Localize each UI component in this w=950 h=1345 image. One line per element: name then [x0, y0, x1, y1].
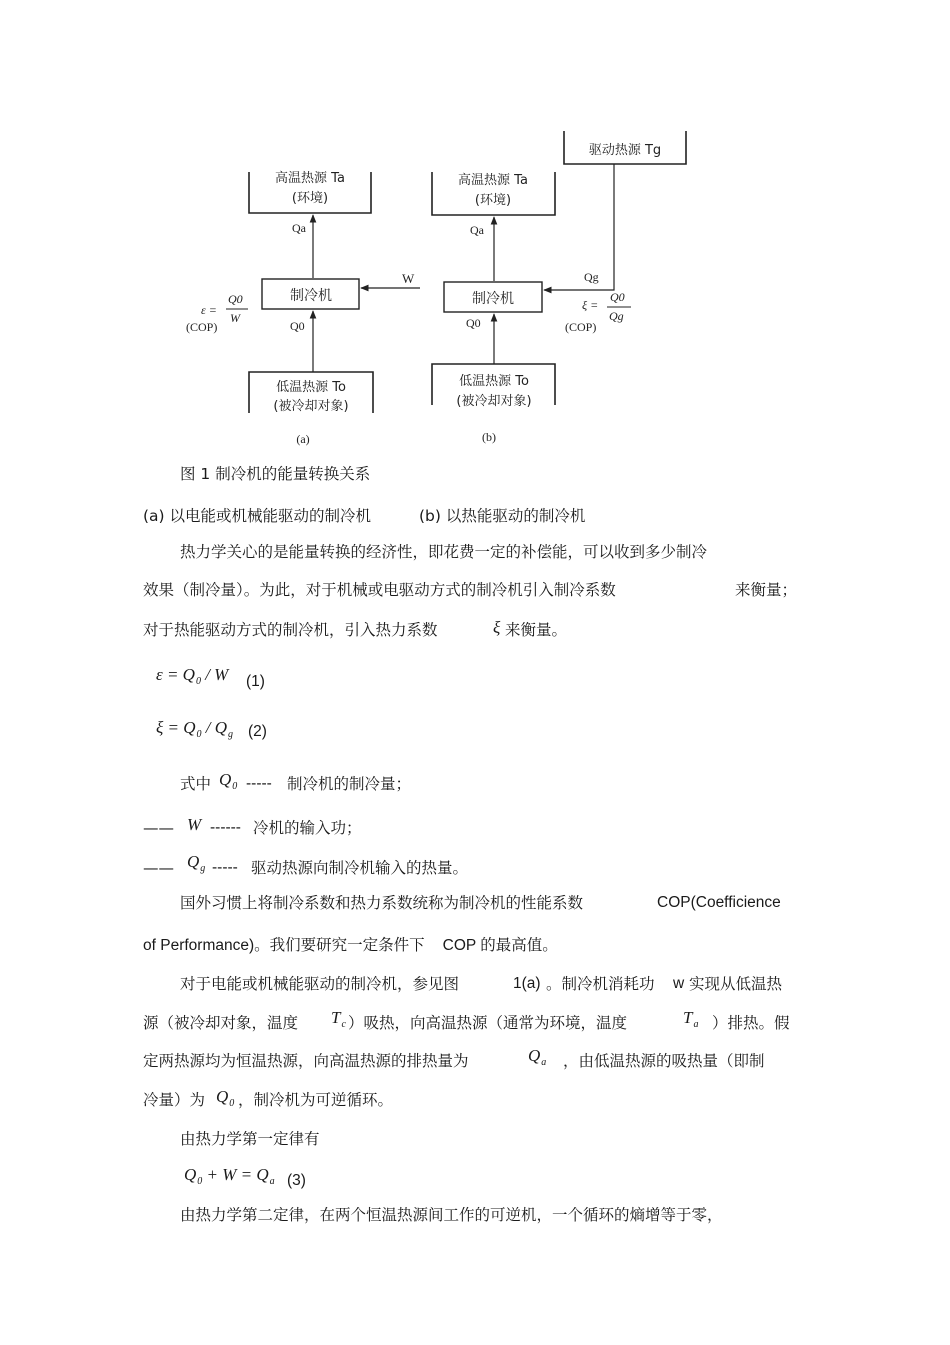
para1-line3b: 来衡量。: [505, 621, 568, 639]
a-q0-label: Q0: [290, 319, 305, 333]
def1-text: 制冷机的制冷量；: [287, 775, 412, 793]
para3-line1c: 。制冷机消耗功: [546, 975, 655, 993]
b-high-reservoir-title: 高温热源 Ta: [458, 173, 528, 188]
para2-cop: COP: [442, 937, 477, 954]
para1-line3a: 对于热能驱动方式的制冷机，引入热力系数: [143, 621, 438, 639]
eq2-mid: / Q: [201, 718, 228, 737]
a-low-reservoir-sub: (被冷却对象): [273, 399, 349, 414]
para3-line3a: 定两热源均为恒温热源，向高温热源的排热量为: [143, 1052, 469, 1070]
para3-line2c: ）排热。假: [712, 1014, 790, 1032]
para2-line2: [143, 935, 558, 956]
eq2-sub: 0: [196, 729, 202, 740]
b-q0-label: Q0: [466, 316, 481, 330]
para1-line2a: 效果（制冷量）。为此，对于机械或电驱动方式的制冷机引入制冷系数: [143, 581, 616, 599]
b-low-reservoir-sub: (被冷却对象): [456, 394, 532, 409]
equation-2: [156, 718, 233, 745]
a-caption: (a): [296, 432, 310, 446]
para2-line1a: 国外习惯上将制冷系数和热力系数统称为制冷机的性能系数: [180, 894, 584, 912]
para3-q0: $Q_0$: [216, 1087, 235, 1109]
a-cop-label: (COP): [186, 320, 218, 334]
xi-symbol: ξ: [493, 618, 501, 637]
eq1-lhs: ε = Q: [156, 665, 195, 684]
para3-tc: $T_c$: [331, 1008, 346, 1030]
eq2-sub2: g: [228, 729, 234, 740]
eq1-sub: 0: [195, 676, 201, 687]
para3-line2b: ）吸热，向高温热源（通常为环境，温度: [348, 1014, 628, 1032]
equation-1: [156, 665, 228, 692]
a-refrigerator-label: 制冷机: [290, 288, 332, 304]
para2-of-performance: of Performance): [143, 937, 255, 954]
a-high-reservoir-title: 高温热源 Ta: [275, 171, 345, 186]
def2-text: 冷机的输入功；: [253, 819, 362, 837]
para2-max: 的最高值。: [480, 936, 558, 954]
def3-text: 驱动热源向制冷机输入的热量。: [251, 859, 469, 877]
equation-2-number: (2): [248, 723, 267, 740]
def2-lead: ——: [143, 819, 174, 837]
b-drive-source-label: 驱动热源 Tg: [588, 143, 662, 158]
a-eps-den: W: [230, 311, 240, 325]
b-qg-label: Qg: [584, 270, 599, 284]
sub-caption-b: (b) 以热能驱动的制冷机: [419, 507, 586, 525]
para4: 由热力学第一定律有: [180, 1130, 320, 1148]
diagram-a: [186, 170, 420, 446]
para3-line2a: 源（被冷却对象，温度: [143, 1014, 299, 1032]
equation-3-number: (3): [287, 1172, 306, 1189]
para1-line2b: 来衡量；: [735, 581, 798, 599]
a-eps-lhs: ε =: [201, 303, 217, 317]
def3-symbol: $Q_g$: [187, 852, 206, 874]
para2-study: 。我们要研究一定条件下: [254, 936, 425, 954]
b-qa-label: Qa: [470, 223, 484, 237]
b-high-reservoir-sub: (环境): [474, 193, 512, 208]
figure-caption: 图 1 制冷机的能量转换关系: [180, 465, 371, 483]
para2-line1b: COP(Coefficience: [657, 894, 781, 911]
def3-lead: ——: [143, 859, 174, 877]
para3-fig-ref: 1(a): [513, 975, 541, 992]
b-xi-num: Q0: [610, 290, 625, 304]
eq2-lhs: ξ = Q: [156, 718, 196, 737]
a-low-reservoir-title: 低温热源 To: [276, 380, 346, 395]
para1-line1: 热力学关心的是能量转换的经济性，即花费一定的补偿能，可以收到多少制冷: [180, 543, 708, 561]
a-eps-num: Q0: [228, 292, 243, 306]
equation-1-number: (1): [246, 673, 265, 690]
para3-line1e: 实现从低温热: [689, 975, 783, 993]
def1-symbol: $Q_0$: [219, 770, 238, 792]
a-w-label: W: [402, 271, 415, 286]
b-xi-lhs: ξ =: [582, 298, 599, 312]
def2-symbol: W: [187, 815, 202, 834]
def2-dash: ------: [210, 819, 241, 836]
para5: 由热力学第二定律，在两个恒温热源间工作的可逆机，一个循环的熵增等于零，: [180, 1206, 723, 1224]
para3-line1a: 对于电能或机械能驱动的制冷机，参见图: [180, 975, 460, 993]
def1-prefix: 式中: [180, 775, 212, 793]
b-cop-label: (COP): [565, 320, 597, 334]
b-low-reservoir-title: 低温热源 To: [459, 374, 529, 389]
diagram-b: [432, 131, 686, 444]
b-refrigerator-label: 制冷机: [472, 291, 514, 307]
equation-3: $Q_0 + W = Q_a$: [184, 1165, 275, 1187]
b-xi-den: Qg: [609, 309, 624, 323]
b-caption: (b): [482, 430, 496, 444]
a-high-reservoir-sub: (环境): [291, 191, 329, 206]
a-qa-label: Qa: [292, 221, 306, 235]
def1-dash: -----: [246, 775, 272, 792]
para3-line3b: ，由低温热源的吸热量（即制: [563, 1052, 765, 1070]
eq1-rhs: / W: [200, 665, 229, 684]
para3-qa: $Q_a$: [528, 1046, 547, 1068]
para3-w: w: [673, 975, 685, 992]
para3-line4b: ，制冷机为可逆循环。: [238, 1091, 394, 1109]
energy-conversion-figure: [0, 0, 950, 460]
para3-ta: $T_a$: [683, 1008, 699, 1030]
para3-line4a: 冷量）为: [143, 1091, 206, 1109]
sub-caption-a: (a) 以电能或机械能驱动的制冷机: [143, 507, 372, 525]
def3-dash: -----: [212, 859, 238, 876]
